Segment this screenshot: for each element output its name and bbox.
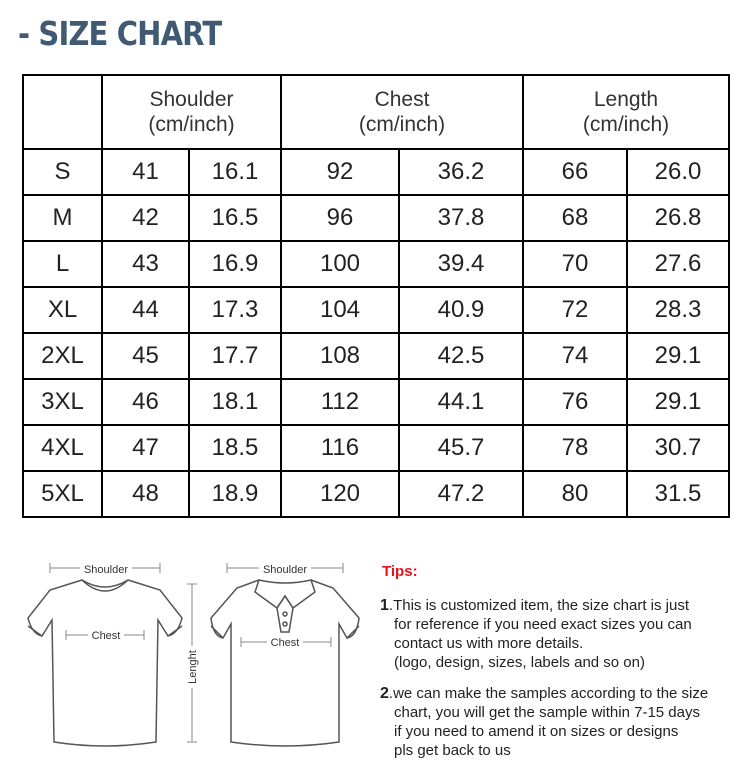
header-chest-name: Chest [374,88,430,111]
value-cell-shoulder-cm: 42 [102,195,189,241]
polo-diagram [205,556,365,756]
value-cell-shoulder-cm: 47 [102,425,189,471]
tip-item-2 [380,684,740,760]
value-cell-length-in: 29.1 [627,333,729,379]
tshirt-diagram [20,556,210,756]
tip-item-1 [380,596,740,672]
header-chest-unit: (cm/inch) [358,113,446,136]
table-body [23,149,729,517]
polo-shoulder-label: Shoulder [262,564,308,576]
header-size-corner [23,75,102,149]
tip-line: .we can make the samples according to the size [388,685,709,702]
value-cell-shoulder-cm: 48 [102,471,189,517]
value-cell-shoulder-in: 18.1 [189,379,281,425]
tip-line: (logo, design, sizes, labels and so on) [394,654,645,671]
header-length-name: Length [593,88,659,111]
value-cell-length-cm: 78 [523,425,627,471]
value-cell-shoulder-cm: 44 [102,287,189,333]
value-cell-chest-cm: 112 [281,379,399,425]
header-shoulder-name: Shoulder [149,88,234,111]
value-cell-shoulder-in: 17.3 [189,287,281,333]
value-cell-length-cm: 70 [523,241,627,287]
table-row [23,333,729,379]
size-label-cell: 3XL [23,379,102,425]
polo-outline [211,580,359,746]
value-cell-chest-cm: 108 [281,333,399,379]
tshirt-measure-lines [50,563,197,742]
size-label-cell: 2XL [23,333,102,379]
size-label-cell: 4XL [23,425,102,471]
value-cell-length-cm: 80 [523,471,627,517]
value-cell-length-in: 29.1 [627,379,729,425]
tip-number: 2 [380,685,389,702]
tips-title: Tips: [382,563,418,580]
value-cell-shoulder-cm: 41 [102,149,189,195]
value-cell-length-in: 31.5 [627,471,729,517]
value-cell-length-in: 26.8 [627,195,729,241]
value-cell-shoulder-cm: 45 [102,333,189,379]
tip-line: chart, you will get the sample within 7-15 days [394,704,700,721]
value-cell-chest-in: 37.8 [399,195,523,241]
tip-line: if you need to amend it on sizes or designs [394,723,679,740]
header-shoulder [102,75,281,149]
page-title: - SIZE CHART [18,14,222,53]
table-row [23,241,729,287]
size-label-cell: 5XL [23,471,102,517]
value-cell-chest-in: 47.2 [399,471,523,517]
value-cell-length-cm: 74 [523,333,627,379]
table-row [23,471,729,517]
table-row [23,379,729,425]
header-chest [281,75,523,149]
value-cell-shoulder-in: 18.5 [189,425,281,471]
value-cell-chest-in: 36.2 [399,149,523,195]
header-shoulder-unit: (cm/inch) [148,113,235,136]
value-cell-length-in: 28.3 [627,287,729,333]
value-cell-chest-cm: 92 [281,149,399,195]
value-cell-chest-in: 39.4 [399,241,523,287]
table-row [23,425,729,471]
value-cell-shoulder-in: 16.1 [189,149,281,195]
value-cell-length-in: 30.7 [627,425,729,471]
table-row [23,149,729,195]
value-cell-chest-cm: 96 [281,195,399,241]
value-cell-length-in: 27.6 [627,241,729,287]
tip-line: contact us with more details. [394,635,584,652]
value-cell-length-cm: 66 [523,149,627,195]
header-length-unit: (cm/inch) [582,113,670,136]
value-cell-chest-in: 40.9 [399,287,523,333]
value-cell-shoulder-in: 17.7 [189,333,281,379]
size-label-cell: L [23,241,102,287]
value-cell-length-cm: 68 [523,195,627,241]
size-label-cell: XL [23,287,102,333]
table-row [23,287,729,333]
tip-line: for reference if you need exact sizes you can [394,616,692,633]
value-cell-chest-cm: 100 [281,241,399,287]
header-length [523,75,729,149]
table-row [23,195,729,241]
tshirt-length-label: Lenght [187,650,199,684]
value-cell-chest-cm: 116 [281,425,399,471]
table-header-row [23,75,729,149]
value-cell-shoulder-cm: 43 [102,241,189,287]
value-cell-chest-cm: 120 [281,471,399,517]
value-cell-chest-in: 44.1 [399,379,523,425]
tshirt-outline [28,580,182,746]
value-cell-chest-cm: 104 [281,287,399,333]
tshirt-chest-label: Chest [91,630,121,642]
tip-line: .This is customized item, the size chart is just [388,597,690,614]
tip-number: 1 [380,597,389,614]
value-cell-shoulder-in: 16.5 [189,195,281,241]
size-chart-table [22,74,730,518]
size-label-cell: M [23,195,102,241]
value-cell-chest-in: 42.5 [399,333,523,379]
value-cell-length-in: 26.0 [627,149,729,195]
tshirt-shoulder-label: Shoulder [83,564,129,576]
value-cell-shoulder-cm: 46 [102,379,189,425]
value-cell-shoulder-in: 16.9 [189,241,281,287]
value-cell-chest-in: 45.7 [399,425,523,471]
tip-line: pls get back to us [394,742,511,759]
value-cell-shoulder-in: 18.9 [189,471,281,517]
value-cell-length-cm: 72 [523,287,627,333]
polo-chest-label: Chest [270,637,300,649]
value-cell-length-cm: 76 [523,379,627,425]
size-label-cell: S [23,149,102,195]
